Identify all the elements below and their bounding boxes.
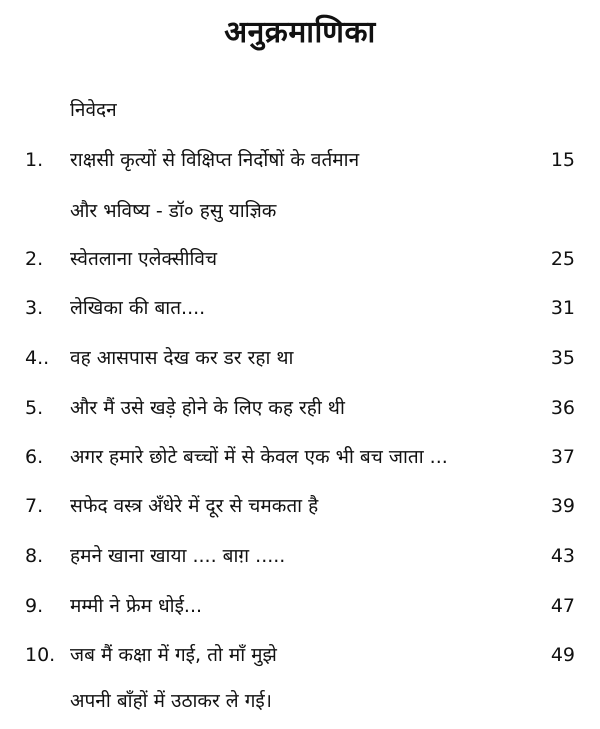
entry-page-number: 47 [550,595,575,617]
toc-entry [0,640,600,676]
page-title: अनुक्रमाणिका [224,15,376,50]
entry-page-number: 37 [550,446,575,468]
entry-number: 1. [25,149,44,171]
entry-number: 8. [25,545,44,567]
entry-page-number: 31 [550,297,575,319]
entry-number: 3. [25,297,44,319]
entry-page-number: 49 [550,644,575,666]
toc-entry [0,393,600,429]
entry-number: 6. [25,446,44,468]
entry-page-number: 36 [550,397,575,419]
preface-entry: निवेदन [70,99,117,121]
toc-entry [0,293,600,329]
entry-number: 9. [25,595,44,617]
entry-number: 10. [25,644,56,666]
toc-entry [0,442,600,478]
entry-title-continued: अपनी बाँहों में उठाकर ले गई। [70,690,272,712]
entry-title: सफेद वस्त्र अँधेरे में दूर से चमकता है [70,495,319,517]
entry-number: 2. [25,248,44,270]
entry-title: और मैं उसे खड़े होने के लिए कह रही थी [70,397,345,419]
entry-page-number: 43 [550,545,575,567]
toc-entry [0,145,600,181]
entry-title: मम्मी ने फ्रेम धोई... [70,595,203,617]
entry-title: हमने खाना खाया .... बाग़ ..... [70,545,286,567]
entry-page-number: 35 [550,347,575,369]
entry-title: राक्षसी कृत्यों से विक्षिप्त निर्दोषों के वर्तमान [70,149,360,171]
toc-entry [0,343,600,379]
entry-page-number: 39 [550,495,575,517]
entry-page-number: 25 [550,248,575,270]
entry-title-continued: और भविष्य - डॉ० हसु याज्ञिक [70,200,277,222]
toc-entry [0,244,600,280]
entry-title: जब मैं कक्षा में गई, तो माँ मुझे [70,644,277,666]
entry-title: वह आसपास देख कर डर रहा था [70,347,294,369]
entry-title: स्वेतलाना एलेक्सीविच [70,248,218,270]
entry-title: अगर हमारे छोटे बच्चों में से केवल एक भी बच जाता ... [70,446,448,468]
toc-entry [0,591,600,627]
toc-entry [0,491,600,527]
entry-page-number: 15 [550,149,575,171]
entry-number: 7. [25,495,44,517]
entry-number: 5. [25,397,44,419]
entry-number: 4.. [25,347,50,369]
toc-entry [0,541,600,577]
entry-title: लेखिका की बात.... [70,297,206,319]
